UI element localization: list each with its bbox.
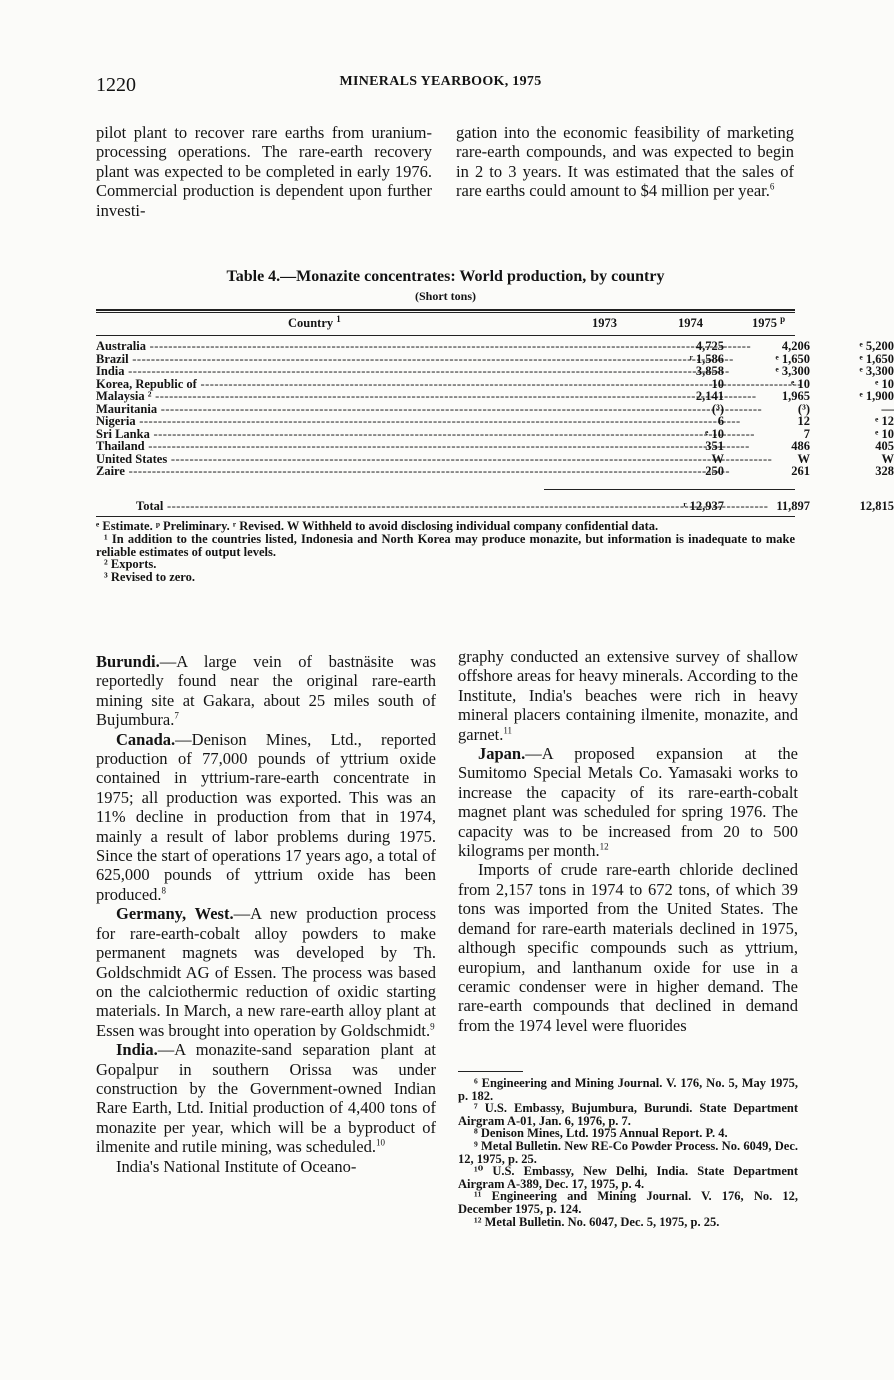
footnote: ⁶ Engineering and Mining Journal. V. 176, No. 5, May 1975, p. 182.	[458, 1076, 798, 1103]
value-1973-cell: 10	[711, 376, 724, 391]
value-1974-cell: 261	[791, 464, 810, 478]
value-1975-cell: ᵉ 10	[875, 376, 894, 391]
value-1974-cell: 7	[803, 426, 810, 441]
intro-right-column	[456, 123, 794, 201]
country-cell: India -----	[96, 365, 546, 377]
footnote-rule	[458, 1071, 523, 1072]
body-left-column	[96, 652, 436, 1176]
table-header-1975: 1975 $^p$	[752, 313, 786, 330]
value-1974-cell: W	[797, 451, 810, 466]
value-1973-cell: ʳ 1,586	[689, 351, 724, 366]
table-note: ¹ In addition to the countries listed, Indonesia and North Korea may produce monazite, but information is inadequate to make reliable estimates of output levels.	[96, 531, 795, 559]
country-cell: Mauritania -----	[96, 403, 546, 415]
value-1973-cell: 2,141	[695, 389, 724, 403]
running-title: MINERALS YEARBOOK, 1975	[339, 74, 542, 89]
value-1973-cell: 4,725	[695, 339, 724, 353]
paragraph-text: graphy conducted an extensive survey of shallow offshore areas for heavy minerals. According to the Institute, India's beaches were rich in heavy mineral placers containing ilmenite, monazite, and garnet.	[458, 647, 798, 744]
body-paragraph	[458, 860, 798, 1035]
table-note: ³ Revised to zero.	[104, 570, 195, 585]
table-bottom-rule	[96, 516, 795, 517]
value-1975-cell: W	[881, 451, 894, 466]
body-paragraph	[96, 1040, 436, 1156]
value-1975-cell: ᵉ 1,900	[859, 389, 894, 403]
footnote-ref: 10	[375, 1137, 385, 1148]
intro-left-column	[96, 123, 432, 220]
country-cell: Nigeria -----	[96, 415, 546, 427]
total-1975: 12,815	[859, 499, 894, 513]
paragraph-text: —A large vein of bastnäsite was reportedly found near the original rare-earth mining site at Gakara, about 25 miles south of Bujumbura.	[96, 652, 436, 730]
country-cell: Australia -----	[96, 340, 546, 352]
intro-right-text: gation into the economic feasibility of marketing rare-earth compounds, and was expected to begin in 2 to 3 years. It was estimated that the sales of rare earths could amount to $4 million per year.	[456, 123, 794, 201]
table-total-row	[96, 499, 894, 513]
body-paragraph	[96, 652, 436, 730]
footnote-ref: 7	[174, 710, 179, 721]
body-paragraph	[96, 730, 436, 905]
table-subtitle: (Short tons)	[414, 289, 476, 303]
footnote-ref: 6	[769, 181, 775, 192]
body-right-column	[458, 647, 798, 1035]
country-cell: Korea, Republic of -----	[96, 378, 546, 390]
value-1974-cell: ᵉ 10	[791, 376, 810, 391]
table-row	[96, 364, 894, 378]
body-paragraph	[458, 647, 798, 744]
value-1973-cell: 351	[705, 439, 724, 453]
paragraph-text: Imports of crude rare-earth chloride declined from 2,157 tons in 1974 to 672 tons, of which 39 tons was imported from the United States. The demand for rare-earth materials declined in 1975, although specific compounds such as yttrium, europium, and lanthanum oxide for use in a ceramic condenser were in higher demand. The rare-earth compounds that declined in demand from the 1974 level were fluorides	[458, 860, 798, 1035]
value-1973-cell: 3,858	[695, 364, 724, 378]
value-1975-cell: —	[881, 401, 894, 416]
table-note: ᵉ Estimate. ᵖ Preliminary. ʳ Revised. W Withheld to avoid disclosing individual company confidential data.	[96, 519, 659, 533]
table-top-rule	[96, 309, 795, 311]
table-title: Table 4.—Monazite concentrates: World production, by country	[226, 268, 665, 285]
value-1974-cell: 4,206	[781, 339, 810, 353]
country-cell: Sri Lanka -----	[96, 428, 546, 440]
value-1973-cell: ᵉ 10	[705, 426, 724, 441]
country-cell: Brazil -----	[96, 353, 546, 365]
section-heading: India.	[116, 1040, 158, 1060]
footnote-ref: 11	[503, 725, 513, 736]
table-note: ² Exports.	[104, 557, 157, 572]
footnote: ¹² Metal Bulletin. No. 6047, Dec. 5, 1975, p. 25.	[474, 1214, 720, 1229]
value-1975-cell: ᵉ 5,200	[859, 339, 894, 353]
footnote-ref: 1	[336, 313, 341, 324]
total-1974: 11,897	[776, 499, 810, 513]
value-1975-cell: 328	[875, 464, 894, 478]
paragraph-text: —A new production process for rare-earth-cobalt alloy powders to make permanent magnets was developed by Th. Goldschmidt AG of Essen. The process was based on the calciothermic reduction of oxidic starting materials. In March, a new rare-earth alloy plant at Essen was brought into operation by Goldschmidt.	[96, 904, 436, 1040]
table-row	[96, 414, 894, 428]
value-1973-cell: 6	[717, 414, 724, 428]
country-cell: Malaysia ² -----	[96, 390, 546, 402]
table-header-1973: 1973	[592, 316, 617, 330]
footnote: ¹¹ Engineering and Mining Journal. V. 176, No. 12, December 1975, p. 124.	[458, 1189, 798, 1216]
section-heading: Japan.	[478, 744, 526, 764]
table-header-rule	[96, 335, 795, 336]
section-heading: Burundi.	[96, 652, 160, 671]
value-1973-cell: W	[711, 451, 724, 466]
country-cell: Thailand -----	[96, 440, 546, 452]
running-head	[96, 74, 785, 98]
footnote: ¹⁰ U.S. Embassy, New Delhi, India. State Department Airgram A-389, Dec. 17, 1975, p. 4.	[458, 1164, 798, 1191]
paragraph-text: —A proposed expansion at the Sumitomo Special Metals Co. Yamasaki works to increase the capacity of its rare-earth-cobalt magnet plant was scheduled for spring 1976. The capacity was to be increased from 20 to 500 kilograms per month.	[458, 744, 798, 861]
table-total-rule	[544, 489, 795, 490]
table-header-1974: 1974	[678, 316, 703, 330]
section-heading: Germany, West.	[116, 904, 234, 924]
footnote: ⁸ Denison Mines, Ltd. 1975 Annual Report. P. 4.	[474, 1126, 728, 1141]
paragraph-text: —A monazite-sand separation plant at Gopalpur in southern Orissa was under construction by the Government-owned Indian Rare Earth, Ltd. Initial production of 4,400 tons of monazite per year, which will be a byproduct of ilmenite and rutile mining, was scheduled.	[96, 1040, 436, 1157]
intro-right-paragraph	[456, 123, 794, 201]
total-1973: ʳ 12,937	[683, 499, 724, 513]
value-1975-cell: ᵉ 1,650	[859, 351, 894, 366]
total-label: Total -----	[96, 500, 586, 512]
value-1973-cell: (³)	[711, 401, 724, 416]
value-1975-cell: 405	[875, 439, 894, 453]
body-paragraph	[96, 904, 436, 1040]
value-1975-cell: ᵉ 10	[875, 426, 894, 441]
value-1974-cell: ᵉ 3,300	[775, 364, 810, 378]
value-1974-cell: 12	[797, 414, 810, 428]
section-heading: Canada.	[116, 729, 176, 749]
body-paragraph	[96, 1157, 436, 1176]
table-row	[96, 439, 894, 453]
table-row	[96, 339, 894, 353]
table-top-rule-2	[96, 312, 795, 313]
table-header-country: Country $^1$	[288, 313, 341, 330]
value-1975-cell: ᵉ 3,300	[859, 364, 894, 378]
value-1973-cell: 250	[705, 464, 724, 478]
footnote-ref: 8	[161, 885, 167, 896]
value-1974-cell: ᵉ 1,650	[775, 351, 810, 366]
table-row	[96, 389, 894, 403]
value-1974-cell: 1,965	[781, 389, 810, 403]
paragraph-text: —Denison Mines, Ltd., reported production of 77,000 pounds of yttrium oxide contained in yttrium-rare-earth concentrate in 1975; all production was exported. This was an 11% decline in production from that in 1974, mainly a result of labor problems during 1975. Since the start of operations 17 years ago, a total of 625,000 pounds of yttrium oxide has been produced.	[96, 729, 436, 904]
country-cell: United States -----	[96, 453, 546, 465]
footnote-ref: 12	[599, 841, 609, 852]
table-notes	[96, 520, 795, 584]
footnote: ⁹ Metal Bulletin. New RE-Co Powder Process. No. 6049, Dec. 12, 1975, p. 25.	[458, 1138, 798, 1166]
footnote: ⁷ U.S. Embassy, Bujumbura, Burundi. State Department Airgram A-01, Jan. 6, 1976, p. 7.	[458, 1101, 798, 1128]
page-number: 1220	[96, 74, 136, 96]
paragraph-text: India's National Institute of Oceano-	[116, 1156, 357, 1176]
body-paragraph	[458, 744, 798, 860]
value-1974-cell: 486	[791, 439, 810, 453]
footnotes	[458, 1077, 798, 1228]
table-row	[96, 464, 894, 478]
value-1974-cell: (³)	[797, 401, 810, 416]
footnote-ref: 9	[430, 1021, 435, 1032]
intro-left-text: pilot plant to recover rare earths from uranium-processing operations. The rare-earth recovery plant was expected to be completed in early 1976. Commercial production is dependent upon further investi-	[96, 123, 432, 220]
value-1975-cell: ᵉ 12	[875, 414, 894, 428]
country-cell: Zaire -----	[96, 465, 546, 477]
